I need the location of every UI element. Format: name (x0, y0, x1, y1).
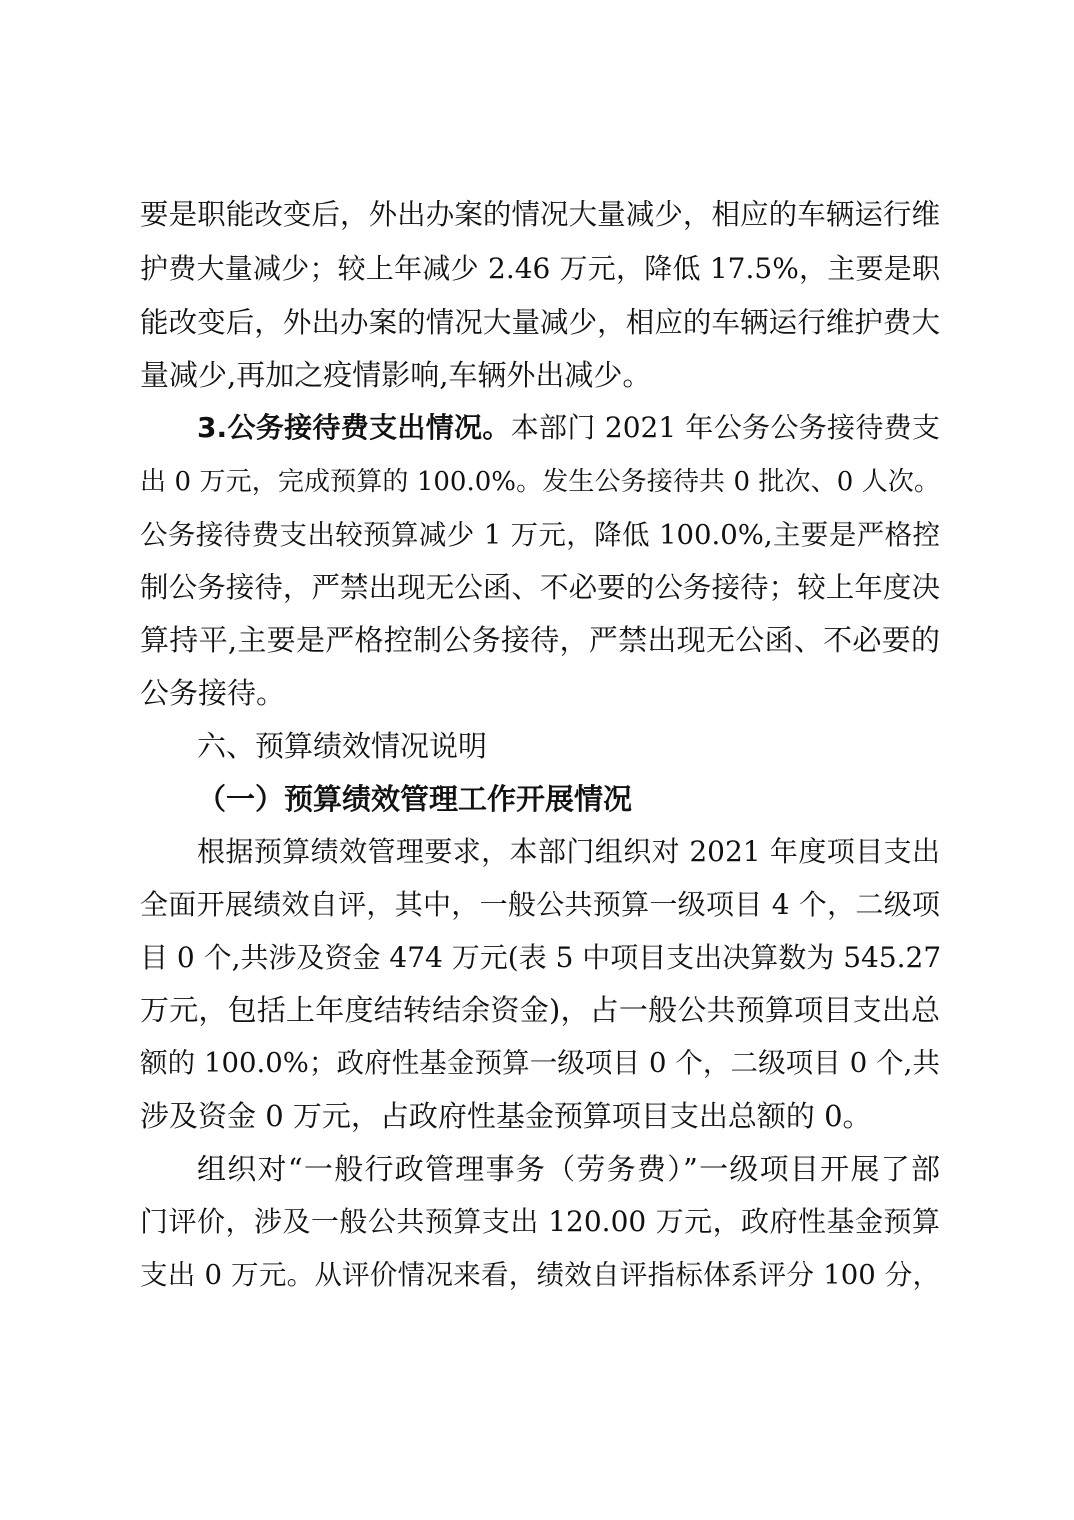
paragraph-line: 护费大量减少；较上年减少 2.46 万元，降低 17.5%，主要是职 (140, 252, 940, 285)
paragraph-line: 公务接待。 (140, 676, 286, 710)
paragraph-line: 目 0 个,共涉及资金 474 万元(表 5 中项目支出决算数为 545.27 (140, 941, 942, 974)
paragraph-line: 制公务接待，严禁出现无公函、不必要的公务接待；较上年度决 (140, 571, 940, 604)
paragraph-line: 额的 100.0%；政府性基金预算一级项目 0 个，二级项目 0 个,共 (140, 1047, 940, 1079)
paragraph-first-line: 组织对“一般行政管理事务（劳务费）”一级项目开展了部 (197, 1152, 940, 1186)
subsection-heading: （一）预算绩效管理工作开展情况 (197, 782, 633, 816)
paragraph-line: 要是职能改变后，外出办案的情况大量减少，相应的车辆运行维 (140, 198, 940, 231)
first-line-rest: 本部门 2021 年公务公务接待费支 (510, 411, 940, 444)
paragraph-first-line: 根据预算绩效管理要求，本部门组织对 2021 年度项目支出 (197, 835, 940, 868)
paragraph-line: 全面开展绩效自评，其中，一般公共预算一级项目 4 个，二级项 (140, 888, 940, 921)
paragraph-line: 量减少,再加之疫情影响,车辆外出减少。 (140, 358, 652, 392)
paragraph-line: 支出 0 万元。从评价情况来看，绩效自评指标体系评分 100 分， (140, 1259, 940, 1291)
paragraph-line: 能改变后，外出办案的情况大量减少，相应的车辆运行维护费大 (140, 306, 940, 339)
paragraph-line: 算持平,主要是严格控制公务接待，严禁出现无公函、不必要的 (140, 623, 940, 657)
paragraph-line: 门评价，涉及一般公共预算支出 120.00 万元，政府性基金预算 (140, 1205, 940, 1238)
paragraph-line: 万元，包括上年度结转结余资金)，占一般公共预算项目支出总 (140, 993, 940, 1027)
section-heading: 六、预算绩效情况说明 (197, 729, 488, 763)
paragraph-line: 涉及资金 0 万元，占政府性基金预算项目支出总额的 0。 (140, 1099, 872, 1133)
paragraph-line: 出 0 万元，完成预算的 100.0%。发生公务接待共 0 批次、0 人次。 (140, 467, 940, 497)
paragraph-line: 公务接待费支出较预算减少 1 万元，降低 100.0%,主要是严格控 (140, 519, 940, 551)
bold-lead: 3.公务接待费支出情况。 (197, 411, 511, 444)
paragraph-first-line (197, 408, 940, 448)
